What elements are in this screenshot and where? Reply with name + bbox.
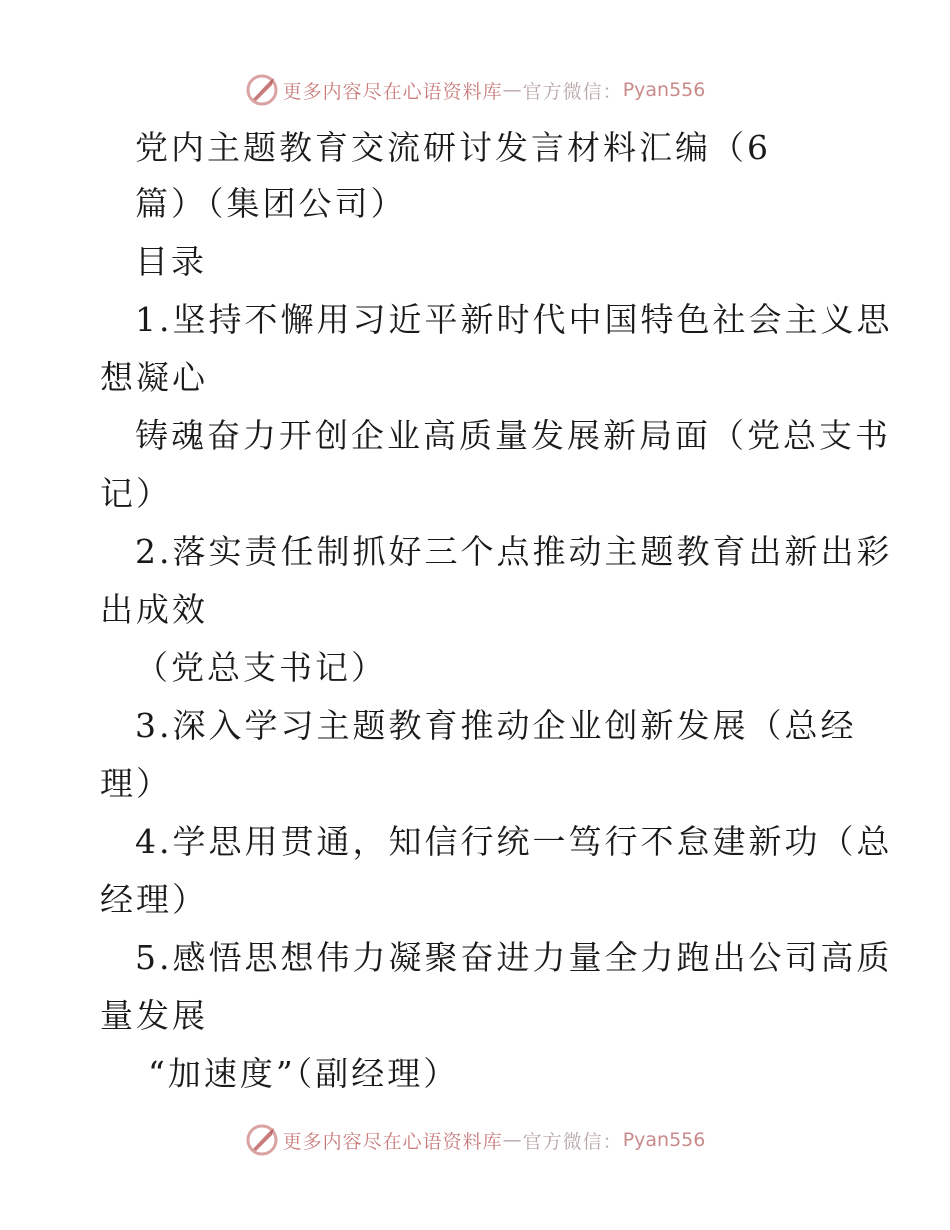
watermark-brand: 更多内容尽在心语资料库 <box>282 80 503 103</box>
watermark-label: 官方微信： <box>522 1130 623 1153</box>
toc-item-2-line-3: （党总支书记） <box>135 648 387 687</box>
toc-item-1-line-2: 想凝心 <box>100 358 208 397</box>
toc-item-5-line-2: 量发展 <box>100 996 208 1035</box>
toc-item-1-line-4: 记） <box>100 474 172 513</box>
watermark-id: Pyan556 <box>622 1129 706 1151</box>
quill-logo-icon <box>245 73 279 107</box>
document-title-line-2: 篇）（集团公司） <box>135 184 407 223</box>
toc-item-1-line-3: 铸魂奋力开创企业高质量发展新局面（党总支书 <box>135 416 891 455</box>
toc-item-4-line-1: 4.学思用贯通，知信行统一笃行不怠建新功（总 <box>135 822 893 861</box>
watermark-dash: — <box>502 79 523 101</box>
watermark-id: Pyan556 <box>622 79 706 101</box>
watermark-bottom <box>0 1120 950 1160</box>
quill-logo-icon <box>245 1123 279 1157</box>
watermark-dash: — <box>502 1129 523 1151</box>
watermark-top <box>0 70 950 110</box>
toc-item-1-line-1: 1.坚持不懈用习近平新时代中国特色社会主义思 <box>135 300 893 339</box>
toc-item-2-line-2: 出成效 <box>100 590 208 629</box>
toc-item-5-line-3: “加速度”（副经理） <box>148 1054 460 1093</box>
toc-item-3-line-2: 理） <box>100 764 172 803</box>
toc-item-4-line-2: 经理） <box>100 880 208 919</box>
toc-item-3-line-1: 3.深入学习主题教育推动企业创新发展（总经 <box>135 706 857 745</box>
toc-heading: 目录 <box>135 242 207 281</box>
toc-item-5-line-1: 5.感悟思想伟力凝聚奋进力量全力跑出公司高质 <box>135 938 893 977</box>
watermark-label: 官方微信： <box>522 80 623 103</box>
document-title-line-1: 党内主题教育交流研讨发言材料汇编（6 <box>135 128 771 167</box>
watermark-brand: 更多内容尽在心语资料库 <box>282 1130 503 1153</box>
toc-item-2-line-1: 2.落实责任制抓好三个点推动主题教育出新出彩 <box>135 532 893 571</box>
